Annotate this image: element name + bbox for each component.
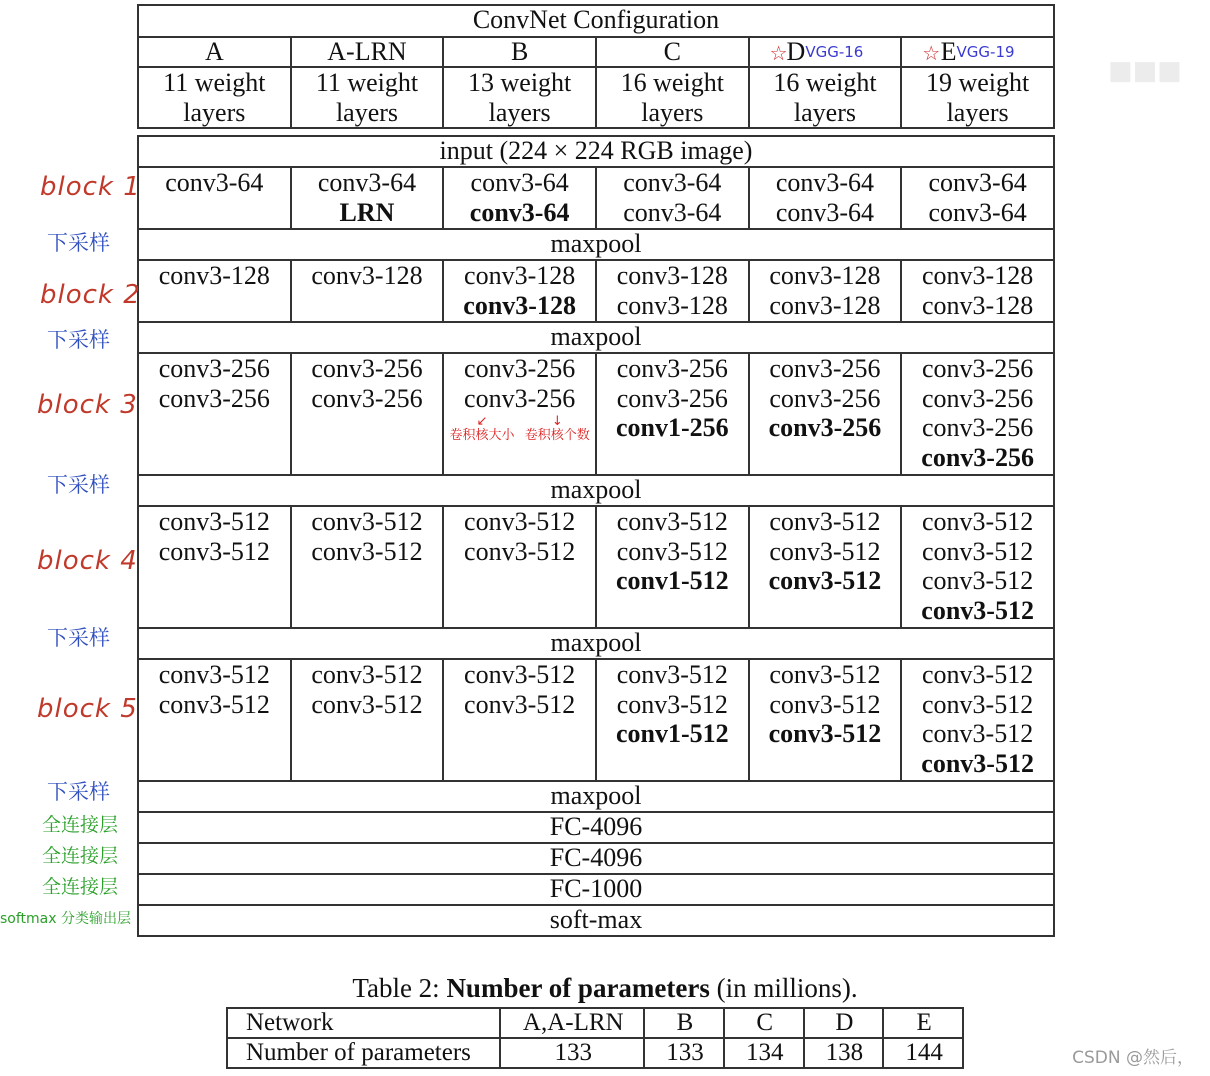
layer-label: conv3-256: [922, 383, 1034, 413]
kernel-annotation: [444, 415, 595, 443]
block3-cell: [443, 353, 596, 475]
downsample-annotation-5: 下采样: [47, 780, 110, 804]
block2-cell: [443, 260, 596, 322]
block1-row: [138, 167, 1054, 229]
block3-cell: [138, 353, 291, 475]
layer-label: conv3-128: [463, 290, 576, 320]
layer-label: conv3-512: [616, 507, 728, 537]
kernel-note-text: 卷积核个数: [524, 428, 590, 444]
layer-label: conv3-128: [616, 261, 728, 291]
column-name: E: [940, 37, 957, 66]
block5-cell: [443, 659, 596, 781]
column-name: A: [204, 37, 224, 66]
block2-cell: [596, 260, 749, 322]
layer-label: conv3-64: [317, 168, 417, 198]
row-gap-1: [138, 128, 1054, 136]
maxpool-cell-3-row: [138, 475, 1054, 506]
weight-layers-word: layers: [335, 97, 399, 127]
weight-layers-word: layers: [946, 97, 1009, 127]
layer-label: conv3-512: [769, 536, 881, 566]
layer-label: conv3-512: [616, 660, 728, 690]
layer-label: conv3-512: [769, 689, 881, 719]
star-icon: ☆: [922, 43, 941, 65]
fc4096-cell-1-row: [138, 812, 1054, 843]
vgg-tag: VGG-16: [805, 43, 864, 61]
params-header-e: E: [883, 1008, 963, 1038]
fc-annotation-2: 全连接层: [42, 845, 119, 867]
block1-cell: [138, 167, 291, 229]
layer-label: conv3-128: [616, 290, 728, 320]
column-header-3: [596, 37, 749, 67]
column-header-5: [901, 37, 1054, 67]
weight-layers-word: layers: [183, 97, 246, 127]
maxpool-cell-2-row: [138, 322, 1054, 353]
weight-count: 13 weight: [468, 68, 572, 97]
maxpool-cell-1-row: [138, 229, 1054, 260]
column-name: D: [786, 37, 806, 66]
weight-count: 16 weight: [773, 68, 877, 97]
column-header-4: [749, 37, 902, 67]
maxpool-cell-1: maxpool: [138, 229, 1054, 260]
layer-label: conv3-512: [921, 748, 1034, 778]
fc-annotation-3: 全连接层: [42, 876, 119, 898]
block2-row: [138, 260, 1054, 322]
layer-label: conv3-256: [158, 354, 270, 384]
layer-label: conv3-512: [922, 719, 1034, 749]
weight-layers-cell: [901, 67, 1054, 128]
layer-label: conv3-256: [616, 354, 728, 384]
params-header-d: D: [804, 1008, 884, 1038]
layer-label: conv3-512: [768, 566, 882, 596]
layer-label: conv3-256: [616, 383, 728, 413]
column-name-row: [138, 37, 1054, 67]
params-value-e: 144: [883, 1038, 963, 1068]
block5-cell: [596, 659, 749, 781]
block5-row: [138, 659, 1054, 781]
layer-label: conv3-512: [464, 660, 576, 690]
softmax-cell-row: [138, 905, 1054, 936]
weight-layers-cell: [443, 67, 596, 128]
layer-label: conv3-512: [311, 660, 423, 690]
weight-count: 11 weight: [163, 68, 266, 97]
layer-label: conv3-512: [922, 536, 1034, 566]
layer-label: conv3-256: [921, 442, 1034, 472]
kernel-note-text: 卷积核大小: [449, 428, 515, 444]
layer-label: conv3-512: [769, 507, 881, 537]
layer-label: conv3-64: [928, 168, 1027, 198]
layer-label: conv3-64: [470, 168, 569, 198]
maxpool-cell-5: maxpool: [138, 781, 1054, 812]
fc4096-cell-2: FC-4096: [138, 843, 1054, 874]
fc1000-cell: FC-1000: [138, 874, 1054, 905]
weight-count: 19 weight: [925, 68, 1030, 97]
block2-cell: [901, 260, 1054, 322]
block3-cell: [596, 353, 749, 475]
block1-cell: [749, 167, 902, 229]
maxpool-cell-5-row: [138, 781, 1054, 812]
layer-label: conv3-512: [311, 689, 423, 719]
block1-cell: [901, 167, 1054, 229]
layer-label: conv3-64: [775, 168, 875, 198]
layer-label: conv3-512: [922, 566, 1034, 596]
layer-label: conv3-512: [311, 536, 423, 566]
maxpool-cell-4: maxpool: [138, 628, 1054, 659]
layer-label: conv3-512: [921, 595, 1034, 625]
caption-prefix: Table 2:: [352, 973, 447, 1003]
params-header-a: A,A-LRN: [500, 1008, 644, 1038]
vgg-tag: VGG-19: [956, 43, 1015, 61]
caption-bold: Number of parameters: [446, 973, 710, 1003]
caption-suffix: (in millions).: [709, 973, 858, 1003]
layer-label: conv3-128: [769, 261, 881, 291]
block3-cell: [749, 353, 902, 475]
layer-label: conv3-128: [311, 261, 423, 291]
maxpool-cell-3: maxpool: [138, 475, 1054, 506]
faded-overlay-text: ■■■: [1108, 56, 1182, 86]
params-value-row: [227, 1038, 963, 1068]
layer-label: conv3-512: [158, 689, 270, 719]
block1-cell: [291, 167, 444, 229]
layer-label: LRN: [339, 197, 395, 227]
layer-label: conv3-64: [928, 197, 1027, 227]
layer-label: conv3-256: [464, 354, 576, 384]
layer-label: conv3-256: [311, 354, 423, 384]
column-name: C: [663, 37, 681, 66]
downsample-annotation-3: 下采样: [47, 473, 110, 497]
block4-cell: [291, 506, 444, 628]
block5-cell: [138, 659, 291, 781]
block4-cell: [443, 506, 596, 628]
params-value-a: 133: [500, 1038, 644, 1068]
layer-label: conv3-512: [768, 719, 882, 749]
column-header-0: [138, 37, 291, 67]
layer-label: conv1-256: [615, 413, 729, 443]
block5-cell: [749, 659, 902, 781]
softmax-annotation: softmax 分类输出层: [0, 911, 131, 927]
fc4096-cell-2-row: [138, 843, 1054, 874]
layer-label: conv3-512: [158, 507, 270, 537]
block4-row: [138, 506, 1054, 628]
column-header-2: [443, 37, 596, 67]
down-arrow-icon: ↓: [551, 414, 563, 430]
weight-layers-cell: [749, 67, 902, 128]
kernel-note: [449, 415, 514, 443]
layer-label: conv3-256: [922, 413, 1034, 443]
block2-annotation: block 2: [40, 280, 141, 310]
block4-cell: [901, 506, 1054, 628]
layer-label: conv3-256: [768, 413, 882, 443]
layer-label: conv3-512: [922, 507, 1034, 537]
layer-label: conv3-512: [464, 536, 576, 566]
input-cell: input (224 × 224 RGB image): [138, 136, 1054, 167]
convnet-configuration-table: [137, 4, 1055, 937]
params-header-b: B: [644, 1008, 724, 1038]
layer-label: conv3-64: [623, 197, 722, 227]
layer-label: conv3-512: [464, 689, 576, 719]
block1-cell: [443, 167, 596, 229]
layer-label: conv3-128: [922, 290, 1034, 320]
weight-layers-word: layers: [641, 97, 704, 127]
weight-count: 16 weight: [620, 68, 724, 97]
downsample-annotation-1: 下采样: [47, 231, 110, 255]
params-value-b: 133: [644, 1038, 724, 1068]
weight-layers-cell: [596, 67, 749, 128]
layer-label: conv3-256: [311, 383, 423, 413]
parameters-table: [226, 1007, 964, 1069]
block5-annotation: block 5: [37, 694, 138, 724]
layer-label: conv3-512: [158, 660, 270, 690]
fc1000-cell-row: [138, 874, 1054, 905]
layer-label: conv3-128: [769, 290, 881, 320]
params-value-d: 138: [804, 1038, 884, 1068]
layer-label: conv3-512: [158, 536, 270, 566]
block4-cell: [596, 506, 749, 628]
layer-label: conv3-512: [616, 689, 728, 719]
config-title: ConvNet Configuration: [138, 5, 1054, 37]
layer-label: conv3-64: [623, 168, 722, 198]
weight-layers-cell: [138, 67, 291, 128]
maxpool-cell-4-row: [138, 628, 1054, 659]
layer-label: conv1-512: [615, 566, 729, 596]
column-header-1: [291, 37, 444, 67]
block3-annotation: block 3: [37, 390, 138, 420]
params-header-c: C: [724, 1008, 804, 1038]
block1-annotation: block 1: [40, 172, 141, 202]
weight-layers-cell: [291, 67, 444, 128]
input-cell-row: [138, 136, 1054, 167]
layer-label: conv3-128: [464, 261, 576, 291]
config-title-row: [138, 5, 1054, 37]
layer-label: conv3-128: [922, 261, 1034, 291]
block3-cell: [291, 353, 444, 475]
layer-label: conv3-512: [769, 660, 881, 690]
weight-layers-word: layers: [488, 97, 551, 127]
layer-label: conv3-256: [158, 383, 270, 413]
layer-label: conv3-512: [464, 507, 576, 537]
layer-label: conv3-512: [922, 689, 1034, 719]
layer-label: conv3-256: [464, 383, 576, 413]
block3-row: [138, 353, 1054, 475]
weight-count: 11 weight: [315, 68, 419, 97]
layer-label: conv1-512: [615, 719, 729, 749]
column-name: A-LRN: [327, 37, 407, 66]
layer-label: conv3-512: [922, 660, 1034, 690]
block5-cell: [901, 659, 1054, 781]
layer-label: conv3-512: [616, 536, 728, 566]
softmax-cell: soft-max: [138, 905, 1054, 936]
block4-annotation: block 4: [37, 546, 138, 576]
block4-cell: [749, 506, 902, 628]
params-header-network: Network: [227, 1008, 500, 1038]
row-gap-cell: [138, 128, 1054, 136]
fc-annotation-1: 全连接层: [42, 814, 119, 836]
csdn-watermark: CSDN @然后，: [1072, 1048, 1194, 1068]
downsample-annotation-2: 下采样: [47, 328, 110, 352]
layer-label: conv3-64: [165, 168, 264, 198]
block2-cell: [749, 260, 902, 322]
layer-label: conv3-64: [775, 197, 875, 227]
weight-layers-word: layers: [793, 97, 856, 127]
table-caption: [0, 973, 1210, 1004]
kernel-note: [525, 415, 590, 443]
layer-label: conv3-512: [311, 507, 423, 537]
layer-label: conv3-256: [769, 383, 881, 413]
down-arrow-icon: ↙: [476, 414, 488, 430]
layer-label: conv3-256: [769, 354, 881, 384]
block4-cell: [138, 506, 291, 628]
block5-cell: [291, 659, 444, 781]
star-icon: ☆: [769, 43, 788, 65]
layer-label: conv3-256: [922, 354, 1034, 384]
fc4096-cell-1: FC-4096: [138, 812, 1054, 843]
block1-cell: [596, 167, 749, 229]
layer-label: conv3-64: [469, 197, 570, 227]
block3-cell: [901, 353, 1054, 475]
layer-label: conv3-128: [158, 261, 270, 291]
weight-layers-row: [138, 67, 1054, 128]
maxpool-cell-2: maxpool: [138, 322, 1054, 353]
params-value-c: 134: [724, 1038, 804, 1068]
block2-cell: [291, 260, 444, 322]
params-row-label: Number of parameters: [227, 1038, 500, 1068]
downsample-annotation-4: 下采样: [47, 626, 110, 650]
params-header-row: [227, 1008, 963, 1038]
block2-cell: [138, 260, 291, 322]
column-name: B: [510, 37, 529, 66]
